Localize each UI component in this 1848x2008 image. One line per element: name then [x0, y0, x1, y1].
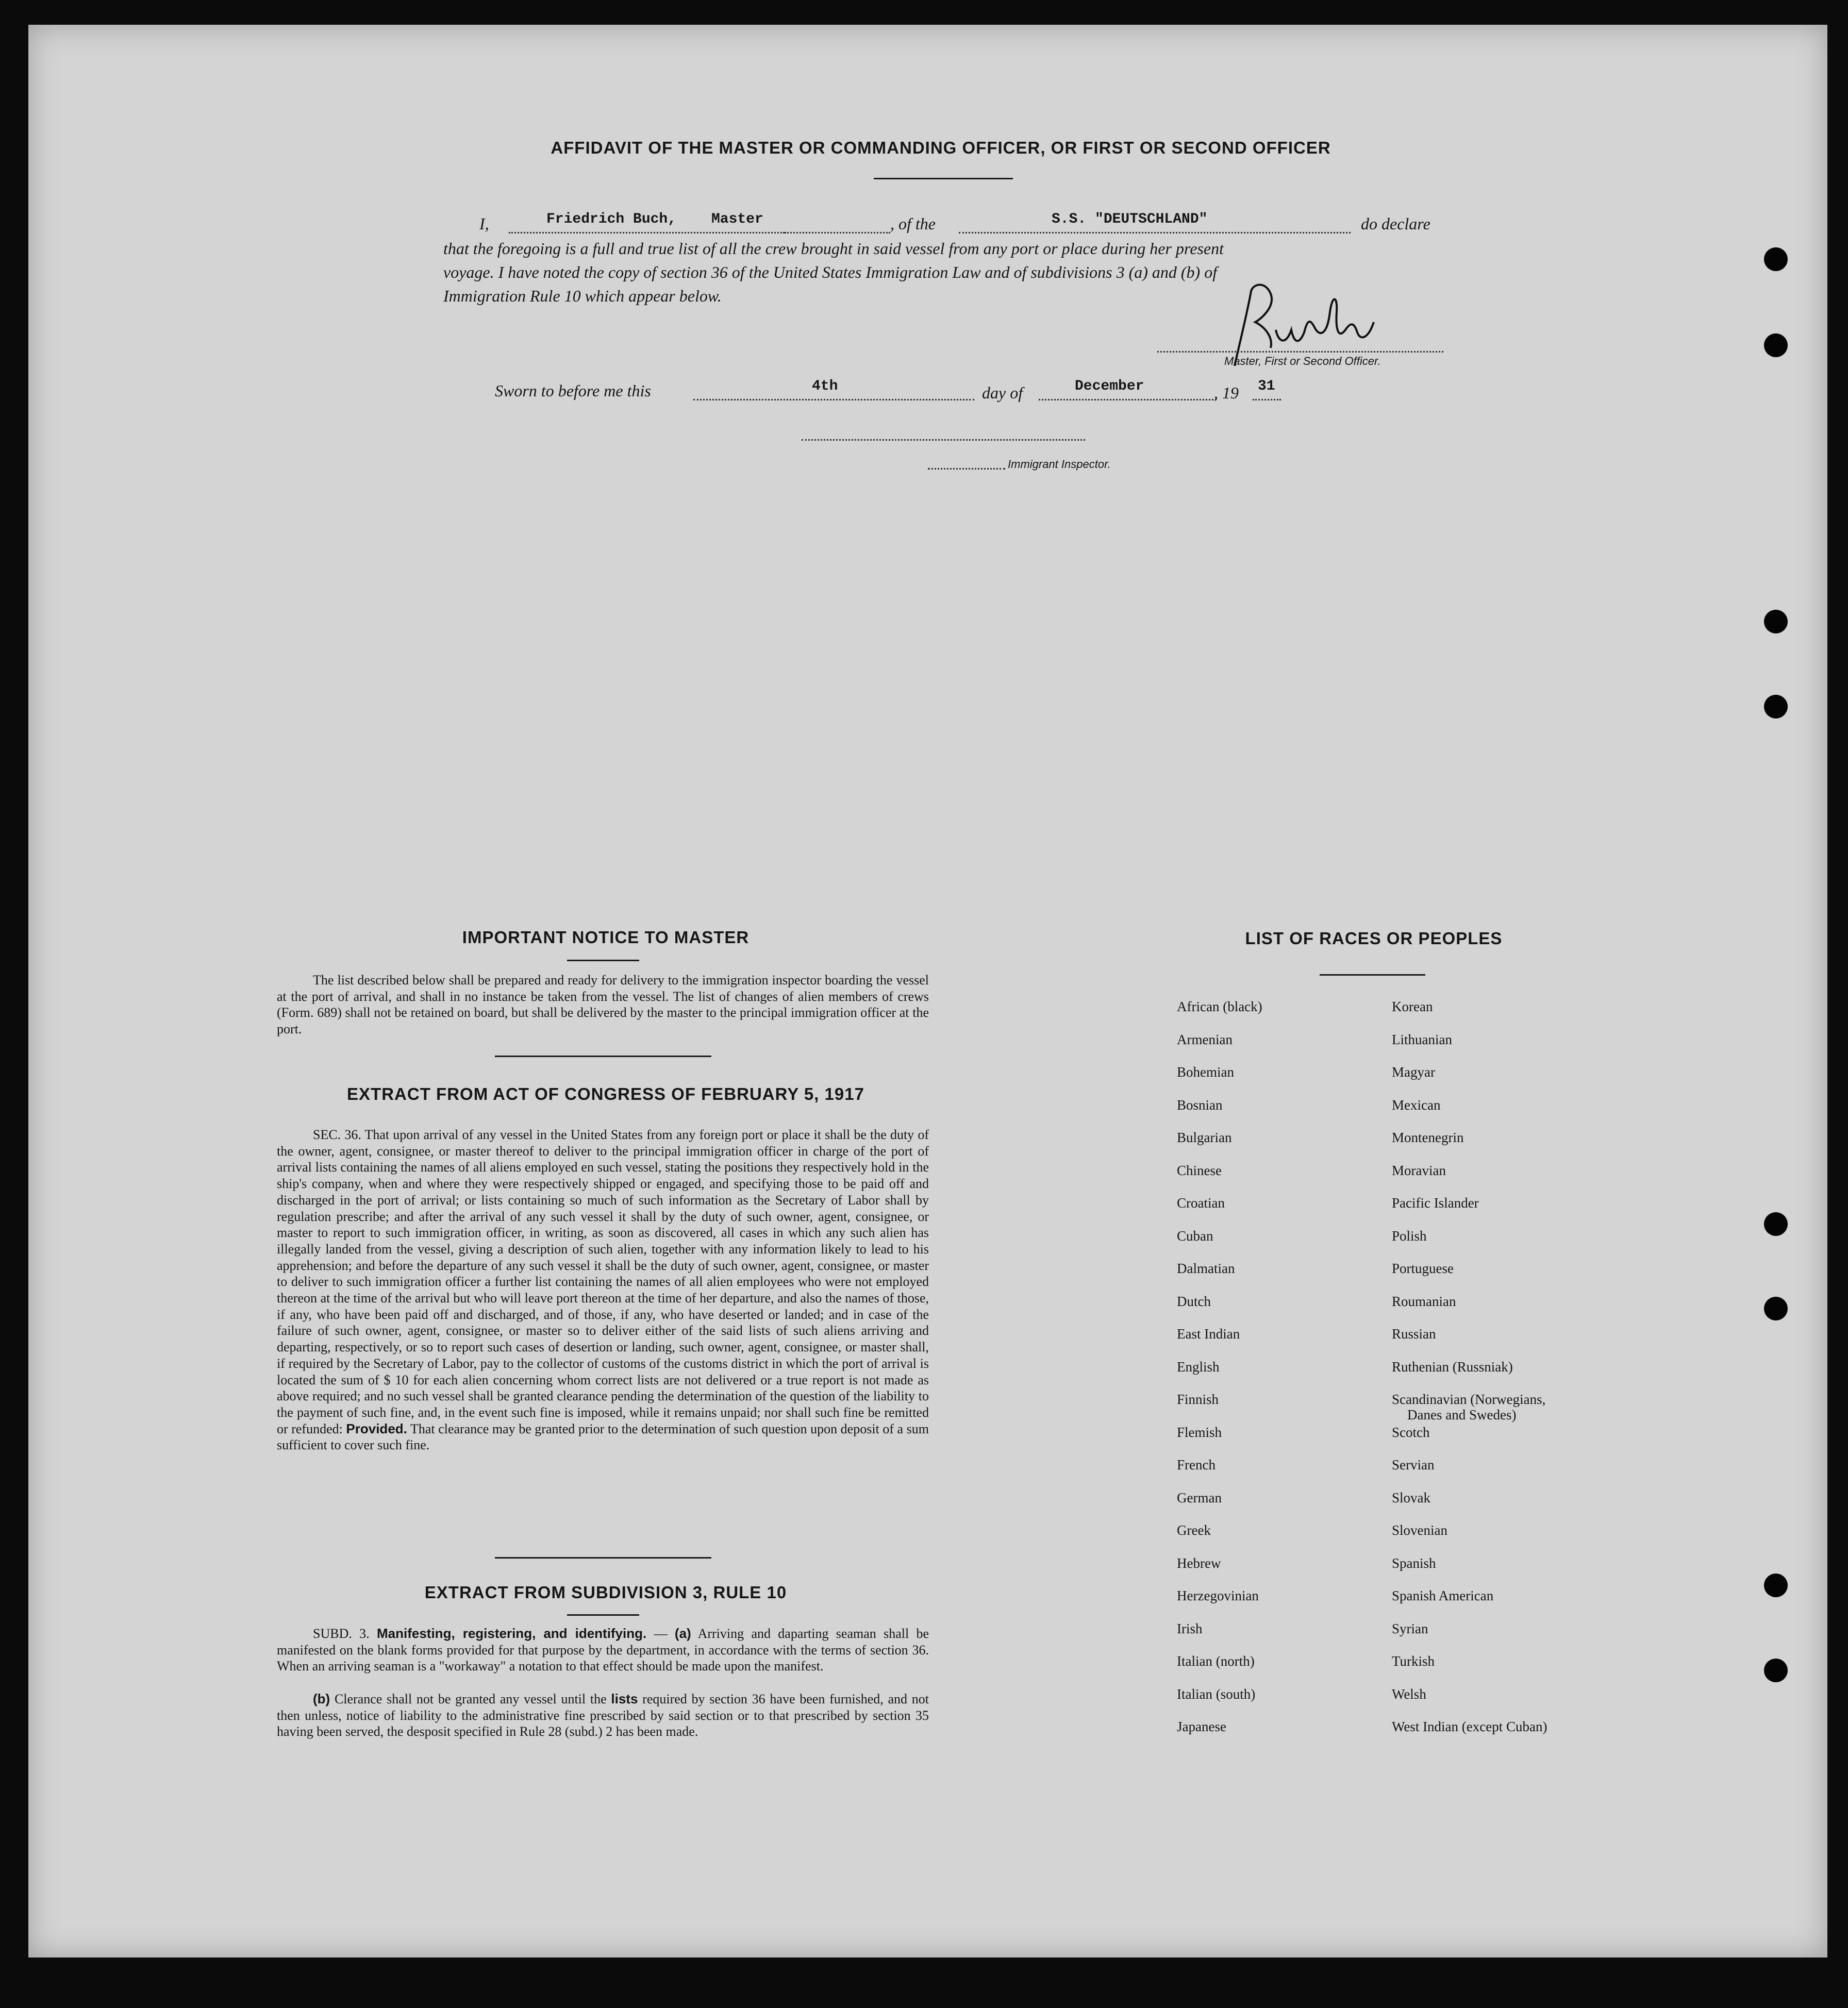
race-item: English	[1177, 1359, 1220, 1375]
race-item: Lithuanian	[1392, 1032, 1452, 1047]
race-item: Hebrew	[1177, 1555, 1221, 1571]
race-item: Pacific Islander	[1392, 1195, 1479, 1211]
race-item: Spanish	[1392, 1555, 1436, 1571]
race-item: Magyar	[1392, 1064, 1435, 1080]
race-item: Moravian	[1392, 1163, 1446, 1178]
race-item: Slovak	[1392, 1490, 1431, 1505]
subd-dash: —	[654, 1626, 668, 1641]
affidavit-line-4: Immigration Rule 10 which appear below.	[443, 287, 722, 305]
punch-hole	[1764, 1297, 1788, 1320]
signature-line	[1157, 351, 1443, 353]
race-item: German	[1177, 1490, 1222, 1505]
title-divider	[874, 178, 1013, 179]
race-item: Irish	[1177, 1621, 1203, 1636]
subd-a-label: (a)	[674, 1626, 691, 1641]
section-divider	[495, 1557, 711, 1559]
race-item: Italian (north)	[1177, 1653, 1255, 1669]
race-item: Cuban	[1177, 1228, 1213, 1244]
notice-divider	[567, 960, 639, 961]
race-item: Portuguese	[1392, 1261, 1454, 1276]
subd-a-text: Arriving and daparting seaman shall be manifested on the blank forms provided for that purpose by the department, in accordance with the terms of section 36. When an arriving seaman is a "workaway" a notation to that effect should be made upon the manifest.	[277, 1626, 929, 1674]
rule10-subd-a	[277, 1626, 929, 1675]
race-item: West Indian (except Cuban)	[1392, 1719, 1547, 1734]
signature-caption: Master, First or Second Officer.	[1224, 355, 1381, 367]
subd-b-lists: lists	[611, 1691, 638, 1706]
race-item: Italian (south)	[1177, 1686, 1256, 1702]
race-item: Mexican	[1392, 1097, 1441, 1113]
race-item: African (black)	[1177, 999, 1262, 1014]
punch-hole	[1764, 695, 1788, 718]
punch-hole	[1764, 1574, 1788, 1597]
race-item: Greek	[1177, 1522, 1211, 1538]
inspector-caption: Immigrant Inspector.	[1008, 458, 1111, 471]
punch-hole	[1764, 247, 1788, 271]
act-main-text: SEC. 36. That upon arrival of any vessel in the United States from any foreign port or place it shall be the duty of the owner, agent, consignee, or master thereof to deliver to the principal immigration officer in charge of the port of arrival lists containing the names of all aliens employed en such vessel, stating the positions they respectively hold in the ship's company, when and where they were respectively shipped or engaged, and specifying those to be paid off and discharged in the port of arrival; or lists containing so much of such information as the Secretary of Labor shall by regulation prescribe; and after the arrival of any such vessel it shall by the duty of such owner, agent, consignee, or master to report to such immigration officer, in writing, as soon as discovered, all cases in which any such alien has illegally landed from the vessel, giving a description of such alien, together with any information likely to lead to his apprehension; and before the departure of any such vessel it shall be the duty of such owner, agent, consignee, or master to deliver to such immigration officer a further list containing the names of all alien employees who were not employed thereon at the time of the arrival but who will leave port thereon at the time of her departure, and also the names of those, if any, who have been paid off and discharged, and of those, if any, who have deserted or landed; and in case of the failure of such owner, agent, consignee, or master so to deliver either of the said lists of such aliens arriving and departing, respectively, or so to report such cases of desertion or landing, such owner, agent, consignee, or master shall, if required by the Secretary of Labor, pay to the collector of customs of the customs district in which the port of arrival is located the sum of $ 10 for each alien concerning whom correct lists are not delivered or a true report is not made as above required; and no such vessel shall be granted clearance pending the determination of the question of the liability to the payment of such fine, and, in the event such fine is imposed, while it remains unpaid; nor shall such fine be remitted or refunded:	[277, 1127, 929, 1436]
race-item: Bosnian	[1177, 1097, 1223, 1113]
race-item: Roumanian	[1392, 1294, 1456, 1309]
race-item: Bohemian	[1177, 1064, 1234, 1080]
act-title: EXTRACT FROM ACT OF CONGRESS OF FEBRUARY 5, 1917	[347, 1084, 864, 1103]
master-rank: Master	[711, 211, 763, 227]
sworn-label: Sworn to before me this	[495, 381, 651, 400]
rule10-subd-b	[277, 1691, 929, 1740]
race-item: Servian	[1392, 1457, 1435, 1472]
vessel-line	[959, 232, 1351, 233]
affidavit-line-3: voyage. I have noted the copy of section 36 of the United States Immigration Law and of subdivisions 3 (a) and (b) of	[443, 263, 1218, 281]
inspector-caption-line	[928, 468, 1005, 470]
race-item: Ruthenian (Russniak)	[1392, 1359, 1513, 1375]
subd-b-text-1: Clerance shall not be granted any vessel until the	[334, 1692, 607, 1706]
rank-line-end	[785, 232, 890, 233]
race-item: Polish	[1392, 1228, 1427, 1244]
of-the-label: , of the	[890, 214, 936, 233]
inspector-signature-line	[802, 439, 1085, 441]
race-item: Welsh	[1392, 1686, 1426, 1702]
race-item: Bulgarian	[1177, 1130, 1232, 1145]
subd-b-text-2: required by section 36 have been furnished, and not then unless, notice of liability to the administrative fine prescribed by said section or to that prescribed by section 35 having been served, the desposit specified in Rule 28 (subd.) 2 has been made.	[277, 1692, 929, 1739]
sworn-month: December	[1075, 378, 1144, 394]
name-line	[509, 232, 785, 233]
punch-hole	[1764, 1212, 1788, 1236]
race-item: Chinese	[1177, 1163, 1222, 1178]
race-item: Montenegrin	[1392, 1130, 1464, 1145]
sworn-year: 31	[1258, 378, 1275, 394]
act-provided-word: Provided.	[346, 1420, 407, 1436]
race-item: Scotch	[1392, 1425, 1430, 1440]
subd-bold-heading: Manifesting, registering, and identifying.	[377, 1626, 647, 1641]
subd-b-label: (b)	[313, 1691, 330, 1706]
sworn-day-line	[693, 399, 974, 400]
races-title: LIST OF RACES OR PEOPLES	[1245, 929, 1503, 948]
race-item: Armenian	[1177, 1032, 1233, 1047]
race-item: Russian	[1392, 1326, 1436, 1342]
race-item: Syrian	[1392, 1621, 1428, 1636]
punch-hole	[1764, 333, 1788, 357]
day-of-label: day of	[982, 383, 1023, 402]
race-item: Turkish	[1392, 1653, 1435, 1669]
year-prefix: , 19	[1214, 383, 1239, 402]
race-item: Scandinavian (Norwegians,	[1392, 1392, 1546, 1407]
race-item: French	[1177, 1457, 1216, 1472]
act-text	[277, 1127, 929, 1453]
punch-hole	[1764, 1659, 1788, 1682]
affidavit-title: AFFIDAVIT OF THE MASTER OR COMMANDING OFFICER, OR FIRST OR SECOND OFFICER	[551, 138, 1331, 157]
sworn-month-line	[1039, 399, 1217, 400]
races-divider	[1320, 974, 1425, 976]
year-line	[1253, 399, 1281, 400]
affidavit-line-2: that the foregoing is a full and true list of all the crew brought in said vessel from any port or place during her present	[443, 239, 1224, 258]
rule10-title: EXTRACT FROM SUBDIVISION 3, RULE 10	[424, 1583, 787, 1602]
race-item: Croatian	[1177, 1195, 1225, 1211]
race-item: Korean	[1392, 999, 1433, 1014]
race-item: Flemish	[1177, 1425, 1222, 1440]
subd-label: SUBD. 3.	[313, 1626, 370, 1641]
act-end-text: That clearance may be granted prior to the determination of such question upon deposit of a sum sufficient to cover such fine.	[277, 1421, 929, 1453]
notice-text: The list described below shall be prepared and ready for delivery to the immigration inspector boarding the vessel at the port of arrival, and shall in no instance be taken from the vessel. The list of changes of alien members of crews (Form. 689) shall not be retained on board, but shall be delivered by the master to the principal immigration officer at the port.	[277, 973, 929, 1037]
notice-title: IMPORTANT NOTICE TO MASTER	[462, 928, 750, 947]
race-item: East Indian	[1177, 1326, 1240, 1342]
race-item: Japanese	[1177, 1719, 1226, 1734]
rule10-divider	[567, 1614, 639, 1616]
section-divider	[495, 1056, 711, 1057]
vessel-name: S.S. "DEUTSCHLAND"	[1052, 211, 1208, 227]
affidavit-i-label: I,	[479, 214, 489, 233]
race-item-continuation: Danes and Swedes)	[1407, 1407, 1517, 1423]
race-item: Slovenian	[1392, 1522, 1447, 1538]
race-item: Dutch	[1177, 1294, 1211, 1309]
sworn-day: 4th	[812, 378, 838, 394]
race-item: Finnish	[1177, 1392, 1219, 1407]
do-declare-label: do declare	[1361, 214, 1430, 233]
race-item: Dalmatian	[1177, 1261, 1235, 1276]
race-item: Herzegovinian	[1177, 1588, 1259, 1603]
punch-hole	[1764, 610, 1788, 633]
race-item: Spanish American	[1392, 1588, 1494, 1603]
master-name: Friedrich Buch,	[546, 211, 677, 227]
